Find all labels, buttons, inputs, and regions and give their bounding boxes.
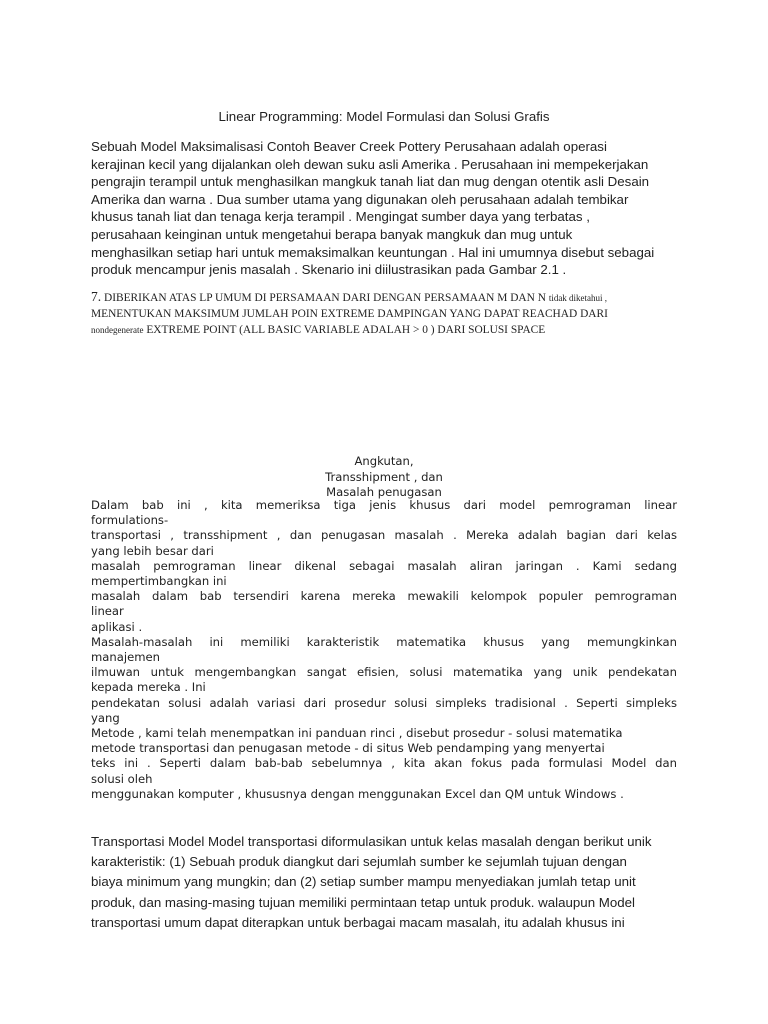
paragraph-transport-model	[91, 832, 691, 933]
paragraph-line: pengrajin terampil untuk menghasilkan mangkuk tanah liat dan mug dengan otentik asli Desain	[91, 174, 650, 190]
paragraph-line: MENENTUKAN MAKSIMUM JUMLAH POIN EXTREME DAMPINGAN YANG DAPAT REACHAD DARI	[91, 308, 608, 320]
paragraph-line: manajemen	[91, 650, 160, 665]
paragraph-line: Dalam bab ini , kita memeriksa tiga jenis khusus dari model pemrograman linear	[91, 498, 677, 512]
paragraph-extreme-points	[91, 289, 691, 338]
heading-line: Transshipment , dan	[325, 469, 443, 484]
paragraph-chapter-intro	[91, 498, 677, 802]
paragraph-line: transportasi , transshipment , dan penugasan masalah . Mereka adalah bagian dari kelas	[91, 528, 677, 543]
paragraph-line: masalah pemrograman linear dikenal sebagai masalah aliran jaringan . Kami sedang	[91, 558, 677, 573]
document-title: Linear Programming: Model Formulasi dan Solusi Grafis	[218, 109, 550, 124]
paragraph-line: ilmuwan untuk mengembangkan sangat efisien, solusi matematika yang unik pendekatan	[91, 665, 677, 680]
paragraph-line: pendekatan solusi adalah variasi dari prosedur solusi simpleks tradisional . Seperti simpleks	[91, 695, 677, 710]
paragraph-line: transportasi umum dapat diterapkan untuk berbagai macam masalah, itu adalah khusus ini	[91, 914, 625, 930]
paragraph-line	[91, 322, 691, 338]
paragraph-line: metode transportasi dan penugasan metode - di situs Web pendamping yang menyertai	[91, 741, 605, 756]
paragraph-line: yang	[91, 710, 120, 725]
paragraph-line: teks ini . Seperti dalam bab-bab sebelumnya , kita akan fokus pada formulasi Model dan	[91, 756, 677, 771]
line-text-small: nondegenerate	[91, 325, 144, 335]
paragraph-line: biaya minimum yang mungkin; dan (2) setiap sumber mampu menyediakan jumlah tetap unit	[91, 874, 636, 890]
paragraph-line: Metode , kami telah menempatkan ini panduan rinci , disebut prosedur - solusi matematika	[91, 726, 623, 741]
line-text: EXTREME POINT (ALL BASIC VARIABLE ADALAH > 0 ) DARI SOLUSI SPACE	[143, 324, 546, 336]
paragraph-line: solusi oleh	[91, 771, 153, 786]
section-heading	[0, 454, 768, 501]
paragraph-beaver-creek	[91, 138, 681, 279]
paragraph-line: khusus tanah liat dan tenaga kerja terampil . Mengingat sumber daya yang terbatas ,	[91, 209, 590, 225]
line-text: DIBERIKAN ATAS LP UMUM DI PERSAMAAN DARI DENGAN PERSAMAAN M DAN N	[101, 292, 549, 304]
paragraph-line: Sebuah Model Maksimalisasi Contoh Beaver Creek Pottery Perusahaan adalah operasi	[91, 139, 607, 154]
paragraph-line: formulations-	[91, 513, 169, 528]
heading-line: Masalah penugasan	[326, 485, 442, 499]
line-text-small: tidak diketahui ,	[548, 293, 608, 303]
paragraph-line: karakteristik: (1) Sebuah produk diangkut dari sejumlah sumber ke sejumlah tujuan dengan	[91, 854, 627, 870]
paragraph-line: perusahaan keinginan untuk mengetahui berapa banyak mangkuk dan mug untuk	[91, 226, 573, 242]
paragraph-line: kerajinan kecil yang dijalankan oleh dewan suku asli Amerika . Perusahaan ini mempekerjakan	[91, 156, 649, 172]
paragraph-line	[91, 289, 691, 306]
paragraph-line: menghasilkan setiap hari untuk memaksimalkan keuntungan . Hal ini umumnya disebut sebagai	[91, 244, 655, 260]
paragraph-line: kepada mereka . Ini	[91, 680, 206, 695]
paragraph-line: aplikasi .	[91, 619, 143, 634]
paragraph-line: linear	[91, 604, 124, 619]
paragraph-line: Masalah-masalah ini memiliki karakteristik matematika khusus yang memungkinkan	[91, 634, 677, 649]
paragraph-line: mempertimbangkan ini	[91, 574, 227, 589]
paragraph-line: menggunakan komputer , khususnya dengan menggunakan Excel dan QM untuk Windows .	[91, 786, 624, 801]
paragraph-line: yang lebih besar dari	[91, 543, 214, 558]
paragraph-line: masalah dalam bab tersendiri karena mereka mewakili kelompok populer pemrograman	[91, 589, 677, 604]
item-number: 7.	[91, 289, 102, 304]
paragraph-line: Amerika dan warna . Dua sumber utama yang digunakan oleh perusahaan adalah tembikar	[91, 191, 629, 207]
paragraph-line: Transportasi Model Model transportasi diformulasikan untuk kelas masalah dengan berikut unik	[91, 834, 652, 849]
heading-line: Angkutan,	[354, 454, 414, 468]
paragraph-line: produk, dan masing-masing tujuan memiliki permintaan tetap untuk produk. walaupun Model	[91, 894, 635, 910]
paragraph-line: produk mencampur jenis masalah . Skenario ini diilustrasikan pada Gambar 2.1 .	[91, 262, 567, 278]
